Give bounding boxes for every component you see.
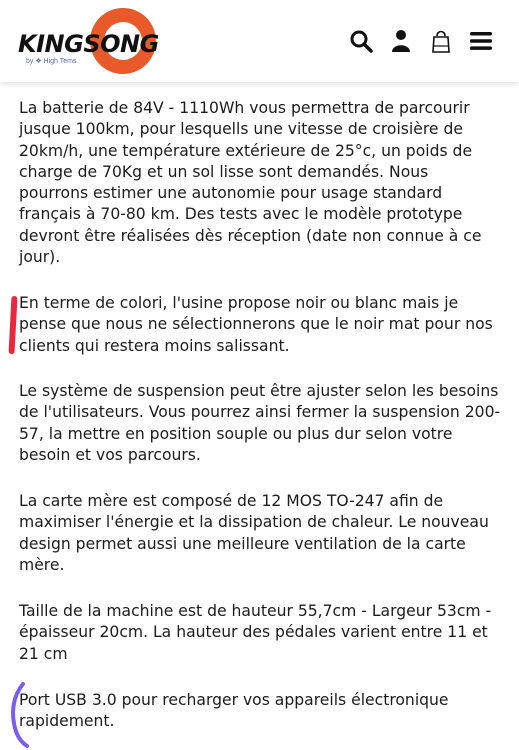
kingsong-logo[interactable]	[18, 8, 178, 76]
paragraph-usb: Port USB 3.0 pour recharger vos appareils électronique rapidement.	[19, 691, 449, 731]
paragraph-colors: En terme de colori, l'usine propose noir ou blanc mais je pense que nous ne sélectionnerons que le noir mat pour nos clients qui restera moins salissant.	[19, 294, 493, 355]
menu-icon[interactable]	[469, 28, 493, 54]
logo-tagline: by ❖ High Tems	[26, 58, 77, 65]
paragraph-battery: La batterie de 84V - 1110Wh vous permettra de parcourir jusque 100km, pour lesquells une vitesse de croisière de 20km/h, une température extérieure de 25°c, un poids de charge de 70Kg et un sol lisse sont demandés. Nous pourrons estimer une autonomie pour usage standard français à 70-80 km. Des tests avec le modèle prototype devront être réalisées dès réception (date non connue à ce jour).	[19, 99, 482, 267]
red-highlight-mark	[8, 296, 17, 354]
paragraph-dimensions: Taille de la machine est de hauteur 55,7cm - Largeur 53cm - épaisseur 20cm. La hauteur des pédales varient entre 11 et 21 cm	[19, 602, 492, 663]
site-header	[0, 0, 519, 82]
user-icon[interactable]	[389, 28, 413, 54]
header-icons	[349, 26, 493, 56]
paragraph-suspension: Le système de suspension peut être ajuster selon les besoins de l'utilisateurs. Vous pourrez ainsi fermer la suspension 200-57, la mettre en position souple ou plus dur selon votre besoin et vos parcours.	[19, 382, 501, 464]
purple-highlight-mark	[9, 682, 29, 748]
logo-wordmark: KINGSONG	[18, 30, 159, 58]
paragraph-motherboard: La carte mère est composé de 12 MOS TO-247 afin de maximiser l'énergie et la dissipation de chaleur. Le nouveau design permet aussi une meilleure ventilation de la carte mère.	[19, 492, 489, 574]
search-icon[interactable]	[349, 28, 373, 54]
cart-icon[interactable]	[429, 28, 453, 54]
